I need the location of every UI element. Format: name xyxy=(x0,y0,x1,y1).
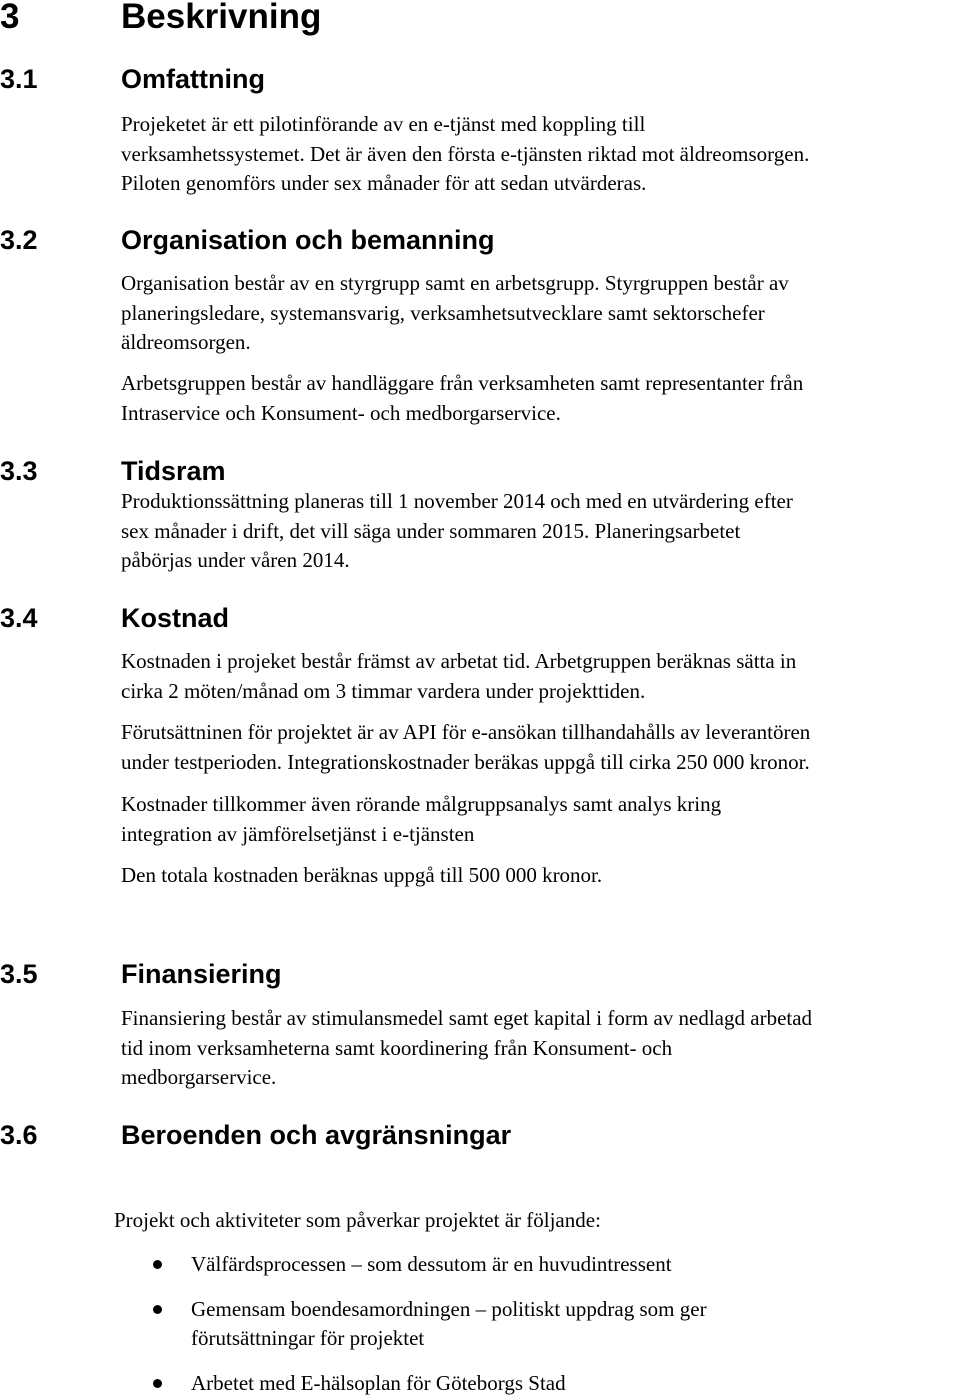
paragraph xyxy=(121,861,602,891)
section-number: 3.1 xyxy=(0,63,121,95)
text-line: Organisation består av en styrgrupp samt en arbetsgrupp. Styrgruppen består av xyxy=(121,269,789,299)
text-line: Produktionssättning planeras till 1 november 2014 och med en utvärdering efter xyxy=(121,487,793,517)
text-line: Arbetsgruppen består av handläggare från verksamheten samt representanter från xyxy=(121,369,803,399)
section-number: 3.3 xyxy=(0,455,121,487)
text-line: Förutsättninen för projektet är av API för e-ansökan tillhandahålls av leverantören xyxy=(121,718,810,748)
section-number: 3.4 xyxy=(0,602,121,634)
text-line: Piloten genomförs under sex månader för att sedan utvärderas. xyxy=(121,169,809,199)
text-line: Arbetet med E-hälsoplan för Göteborgs Stad xyxy=(191,1369,707,1398)
section-title: Omfattning xyxy=(121,64,265,94)
text-line: tid inom verksamheterna samt koordinering från Konsument- och xyxy=(121,1034,812,1064)
section-heading-3-6 xyxy=(0,1119,511,1151)
bullet-icon xyxy=(153,1260,162,1269)
section-number: 3.5 xyxy=(0,958,121,990)
paragraph xyxy=(121,647,796,706)
text-line: Intraservice och Konsument- och medborgarservice. xyxy=(121,399,803,429)
text-line: planeringsledare, systemansvarig, verksamhetsutvecklare samt sektorschefer xyxy=(121,299,789,329)
section-heading-3-5 xyxy=(0,958,282,990)
section-title: Organisation och bemanning xyxy=(121,225,495,255)
list-item xyxy=(0,1250,707,1280)
text-line: integration av jämförelsetjänst i e-tjänsten xyxy=(121,820,721,850)
bullet-list xyxy=(0,1250,707,1398)
section-title: Tidsram xyxy=(121,456,226,486)
section-title: Kostnad xyxy=(121,603,229,633)
paragraph xyxy=(121,718,810,777)
paragraph xyxy=(121,487,793,576)
paragraph xyxy=(114,1206,601,1236)
text-line: påbörjas under våren 2014. xyxy=(121,546,793,576)
text-line: medborgarservice. xyxy=(121,1063,812,1093)
section-heading-3-4 xyxy=(0,602,229,634)
paragraph xyxy=(121,369,803,428)
section-heading-3-2 xyxy=(0,224,495,256)
text-line: Kostnader tillkommer även rörande målgruppsanalys samt analys kring xyxy=(121,790,721,820)
chapter-title: Beskrivning xyxy=(121,0,321,36)
text-line: Finansiering består av stimulansmedel samt eget kapital i form av nedlagd arbetad xyxy=(121,1004,812,1034)
chapter-number: 3 xyxy=(0,0,121,37)
section-number: 3.6 xyxy=(0,1119,121,1151)
section-title: Beroenden och avgränsningar xyxy=(121,1120,511,1150)
text-line: Projekt och aktiviteter som påverkar projektet är följande: xyxy=(114,1206,601,1236)
section-heading-3-3 xyxy=(0,455,226,487)
text-line: verksamhetssystemet. Det är även den första e-tjänsten riktad mot äldreomsorgen. xyxy=(121,140,809,170)
text-line: Den totala kostnaden beräknas uppgå till 500 000 kronor. xyxy=(121,861,602,891)
text-line: cirka 2 möten/månad om 3 timmar vardera under projekttiden. xyxy=(121,677,796,707)
paragraph xyxy=(121,790,721,849)
bullet-icon xyxy=(153,1305,162,1314)
text-line: Kostnaden i projeket består främst av arbetat tid. Arbetgruppen beräknas sätta in xyxy=(121,647,796,677)
text-line: äldreomsorgen. xyxy=(121,328,789,358)
text-line: Välfärdsprocessen – som dessutom är en huvudintressent xyxy=(191,1250,707,1280)
paragraph xyxy=(121,110,809,199)
text-line: sex månader i drift, det vill säga under sommaren 2015. Planeringsarbetet xyxy=(121,517,793,547)
section-heading-3-1 xyxy=(0,63,265,95)
list-item xyxy=(0,1295,707,1354)
bullet-icon xyxy=(153,1379,162,1388)
text-line: under testperioden. Integrationskostnader beräkas uppgå till cirka 250 000 kronor. xyxy=(121,748,810,778)
list-item xyxy=(0,1369,707,1398)
chapter-heading xyxy=(0,0,321,37)
text-line: förutsättningar för projektet xyxy=(191,1324,707,1354)
text-line: Gemensam boendesamordningen – politiskt uppdrag som ger xyxy=(191,1295,707,1325)
paragraph xyxy=(121,1004,812,1093)
paragraph xyxy=(121,269,789,358)
section-number: 3.2 xyxy=(0,224,121,256)
text-line: Projeketet är ett pilotinförande av en e-tjänst med koppling till xyxy=(121,110,809,140)
section-title: Finansiering xyxy=(121,959,282,989)
